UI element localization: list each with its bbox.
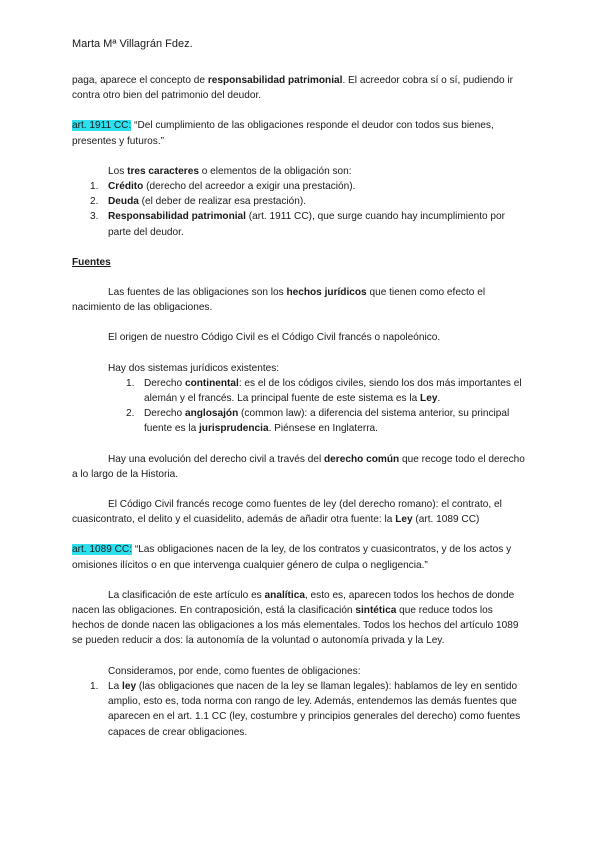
list-item xyxy=(72,406,528,436)
bold-term: analítica xyxy=(264,589,305,601)
text-run: . xyxy=(437,393,441,405)
list-number: 3. xyxy=(90,211,99,223)
list-item xyxy=(72,179,528,194)
text-run: La clasificación de este artículo es xyxy=(108,589,265,601)
bold-term: responsabilidad patrimonial xyxy=(207,75,343,86)
text-run: o elementos de la obligación son: xyxy=(198,165,352,177)
quote-art-1089 xyxy=(72,542,528,572)
bold-term: Responsabilidad patrimonial xyxy=(108,211,246,223)
text-run: (common law): a diferencia del sistema anterior, su principal fuente es la xyxy=(144,408,510,435)
list-fuentes-obligaciones xyxy=(72,679,528,740)
bold-term: derecho común xyxy=(324,453,400,465)
quote-text: “Del cumplimiento de las obligaciones responde el deudor con todos sus bienes, presentes y futuros.” xyxy=(72,120,494,147)
list-number: 1. xyxy=(90,680,99,692)
paragraph-origen-codigo: El origen de nuestro Código Civil es el Código Civil francés o napoleónico. xyxy=(108,332,441,344)
text-run: , esto es, aparecen todos los hechos de donde nacen las obligaciones. En contraposición, está la clasificación xyxy=(72,589,515,617)
list-sistemas xyxy=(72,376,528,437)
bold-term: continental xyxy=(184,377,239,389)
section-heading-fuentes: Fuentes xyxy=(72,256,111,268)
bold-term: jurisprudencia xyxy=(199,423,269,435)
bold-term: Crédito xyxy=(108,181,144,193)
text-run: . Piénsese en Inglaterra. xyxy=(268,423,378,435)
bold-term: sintética xyxy=(355,605,397,617)
paragraph-codigo-frances xyxy=(72,497,528,527)
quote-text: “Las obligaciones nacen de la ley, de los contratos y cuasicontratos, y de los actos y omisiones ilícitos o en que intervenga cualquier género de culpa o negligencia.” xyxy=(72,544,512,571)
text-run: que recoge todo el derecho a lo largo de la Historia. xyxy=(72,453,525,480)
text-run: Las fuentes de las obligaciones son los xyxy=(108,287,287,299)
bold-term: anglosajón xyxy=(184,408,239,420)
text-run: que reduce todos los hechos de donde nacen las obligaciones a los más elementales. Todos los hechos del artículo 1089 se pueden reducir a dos: la autonomía de la voluntad o autonomía privada y la Ley. xyxy=(72,605,519,647)
text-run: : es el de los códigos civiles, siendo los dos más importantes el alemán y el francés. La principal fuente de este sistema es la xyxy=(144,377,522,405)
list-item xyxy=(72,194,528,209)
text-run: El Código Civil francés recoge como fuentes de ley (del derecho romano): el contrato, el cuasicontrato, el delito y el cuasidelito, además de añadir otra fuente: la xyxy=(72,499,502,526)
text-run: que tienen como efecto el nacimiento de las obligaciones. xyxy=(72,287,486,314)
text-run: Hay una evolución del derecho civil a través del xyxy=(108,453,325,465)
list-item xyxy=(72,209,528,239)
bold-term: tres caracteres xyxy=(127,165,199,177)
bold-term: Ley xyxy=(420,393,438,405)
text-run: (art. 1911 CC), que surge cuando hay incumplimiento por parte del deudor. xyxy=(108,211,506,238)
list-number: 1. xyxy=(90,181,99,193)
paragraph-tres-caracteres xyxy=(72,164,528,179)
text-run: (art. 1089 CC) xyxy=(412,514,480,526)
text-run: (las obligaciones que nacen de la ley se llaman legales): hablamos de ley en sentido amplio, esto es, toda norma con rango de ley. Además, entendemos las demás fuentes que aparecen en el art. 1.1 CC (ley, costumbre y principios generales del derecho) como fuentes capaces de crear obligaciones. xyxy=(108,680,521,738)
text-run: Derecho xyxy=(144,377,185,389)
article-reference-highlight: art. 1911 CC: xyxy=(72,120,132,132)
list-caracteres xyxy=(72,179,528,240)
bold-term: hechos jurídicos xyxy=(286,287,367,299)
bold-term: Deuda xyxy=(108,196,139,208)
paragraph-consideramos: Consideramos, por ende, como fuentes de obligaciones: xyxy=(108,665,361,677)
paragraph-sistemas: Hay dos sistemas jurídicos existentes: xyxy=(108,362,280,374)
paragraph-hechos-juridicos xyxy=(72,285,528,315)
text-run: Los xyxy=(108,165,128,177)
text-run: Derecho xyxy=(144,408,185,420)
page-header-author: Marta Mª Villagrán Fdez. xyxy=(72,38,193,50)
text-run: . El acreedor cobra sí o sí, pudiendo ir contra otro bien del patrimonio del deudor. xyxy=(72,75,514,102)
text-run: paga, aparece el concepto de xyxy=(72,75,208,86)
text-run: La xyxy=(108,680,123,692)
bold-term: Ley xyxy=(395,514,413,526)
list-number: 2. xyxy=(90,196,99,208)
bold-term: ley xyxy=(122,680,137,692)
article-reference-highlight: art. 1089 CC: xyxy=(72,544,133,556)
document-body xyxy=(72,73,528,740)
list-number: 1. xyxy=(126,377,135,389)
text-run: (derecho del acreedor a exigir una prestación). xyxy=(143,181,356,193)
list-item xyxy=(72,376,528,406)
paragraph-derecho-comun xyxy=(72,452,528,482)
text-run: (el deber de realizar esa prestación). xyxy=(138,196,307,208)
paragraph-clasificacion xyxy=(72,588,528,649)
list-number: 2. xyxy=(126,408,135,420)
list-item xyxy=(72,679,528,740)
quote-art-1911 xyxy=(72,118,528,148)
paragraph-responsabilidad xyxy=(72,73,528,103)
